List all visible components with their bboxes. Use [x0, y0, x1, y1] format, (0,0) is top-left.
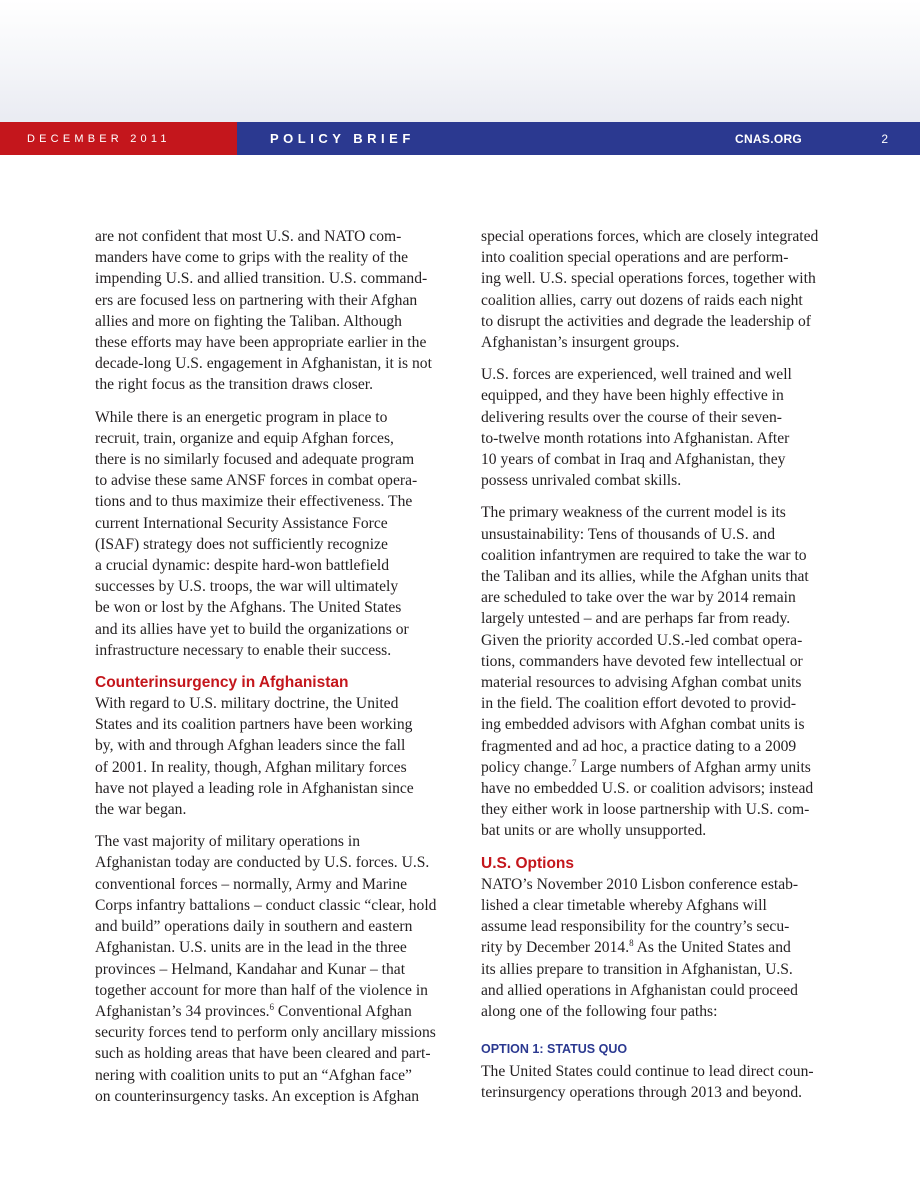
- text-line: together account for more than half of the violence in: [95, 981, 428, 999]
- paragraph: [95, 407, 443, 661]
- text-line: Afghanistan today are conducted by U.S. forces. U.S.: [95, 854, 430, 872]
- text-line: largely untested – and are perhaps far from ready.: [481, 610, 791, 628]
- text-line: coalition allies, carry out dozens of raids each night: [481, 291, 803, 309]
- footnote-marker: 7: [571, 757, 577, 768]
- text-line: policy change.$^7$ Large numbers of Afghan army units: [481, 757, 811, 776]
- text-line: tions, commanders have devoted few intellectual or: [481, 652, 803, 670]
- text-line: U.S. forces are experienced, well trained and well: [481, 366, 792, 384]
- page-top-background: [0, 0, 920, 122]
- text-line: of 2001. In reality, though, Afghan military forces: [95, 758, 407, 776]
- text-line: manders have come to grips with the reality of the: [95, 249, 409, 267]
- text-line: are not confident that most U.S. and NATO com-: [95, 228, 402, 245]
- text-line: Corps infantry battalions – conduct classic “clear, hold: [95, 896, 437, 914]
- text-line: allies and more on fighting the Taliban. Although: [95, 312, 402, 330]
- text-line: The primary weakness of the current model is its: [481, 504, 786, 522]
- text-line: recruit, train, organize and equip Afghan forces,: [95, 429, 394, 447]
- text-line: delivering results over the course of their seven-: [481, 408, 782, 426]
- paragraph: [481, 1061, 829, 1103]
- paragraph-lines: [95, 831, 443, 1001]
- text-line: unsustainability: Tens of thousands of U.S. and: [481, 525, 776, 543]
- section-heading-counterinsurgency: Counterinsurgency in Afghanistan: [95, 674, 349, 692]
- text-line: along one of the following four paths:: [481, 1002, 718, 1020]
- subheading-option-1: OPTION 1: STATUS QUO: [481, 1042, 628, 1057]
- footnote-marker: 6: [269, 1001, 275, 1012]
- text-line: assume lead responsibility for the country’s secu-: [481, 918, 790, 936]
- text-line: ers are focused less on partnering with their Afghan: [95, 291, 418, 309]
- text-line: have not played a leading role in Afghanistan since: [95, 779, 414, 797]
- text-line: Afghanistan’s 34 provinces.$^6$ Conventional Afghan: [95, 1001, 412, 1020]
- header-title: POLICY BRIEF: [270, 131, 415, 146]
- header-title-block: [237, 122, 920, 155]
- text-line: to-twelve month rotations into Afghanistan. After: [481, 429, 790, 447]
- text-line: security forces tend to perform only ancillary missions: [95, 1024, 436, 1042]
- header-date-block: [0, 122, 237, 155]
- text-line: there is no similarly focused and adequate program: [95, 451, 415, 469]
- text-line: NATO’s November 2010 Lisbon conference estab-: [481, 875, 799, 893]
- running-header: [0, 122, 920, 155]
- text-line: decade-long U.S. engagement in Afghanistan, it is not: [95, 355, 432, 373]
- paragraph: [481, 874, 829, 1022]
- text-line: 10 years of combat in Iraq and Afghanistan, they: [481, 451, 786, 469]
- text-line: a crucial dynamic: despite hard-won battlefield: [95, 557, 389, 575]
- text-line: equipped, and they have been highly effective in: [481, 387, 784, 405]
- text-line: the war began.: [95, 801, 187, 819]
- header-date: DECEMBER 2011: [27, 132, 171, 145]
- paragraph: [481, 364, 829, 491]
- text-line: into coalition special operations and are perform-: [481, 249, 789, 267]
- text-line: are scheduled to take over the war by 2014 remain: [481, 589, 796, 607]
- text-line: lished a clear timetable whereby Afghans will: [481, 896, 767, 914]
- left-column: [95, 226, 443, 1118]
- text-line: and build” operations daily in southern and eastern: [95, 918, 413, 936]
- footnote-marker: 8: [629, 938, 634, 949]
- section-heading-us-options: U.S. Options: [481, 854, 574, 872]
- paragraph-lines: [481, 874, 829, 938]
- text-line: States and its coalition partners have been working: [95, 716, 413, 734]
- text-line: the right focus as the transition draws closer.: [95, 376, 374, 394]
- text-line: such as holding areas that have been cleared and part-: [95, 1045, 431, 1063]
- text-line: special operations forces, which are closely integrated: [481, 228, 819, 245]
- paragraph: [95, 693, 443, 820]
- text-line: material resources to advising Afghan combat units: [481, 674, 802, 692]
- text-line: and allied operations in Afghanistan could proceed: [481, 981, 798, 999]
- text-line: (ISAF) strategy does not sufficiently recognize: [95, 535, 388, 553]
- paragraph-lines: [481, 778, 829, 842]
- text-line: to disrupt the activities and degrade the leadership of: [481, 312, 811, 330]
- text-line: conventional forces – normally, Army and Marine: [95, 875, 408, 893]
- header-site: CNAS.ORG: [735, 131, 803, 146]
- text-line: have no embedded U.S. or coalition advisors; instead: [481, 780, 814, 798]
- text-line: provinces – Helmand, Kandahar and Kunar – that: [95, 960, 406, 978]
- text-line: impending U.S. and allied transition. U.S. command-: [95, 270, 428, 288]
- text-line: ing well. U.S. special operations forces, together with: [481, 270, 816, 288]
- paragraph: [481, 226, 829, 353]
- text-line: these efforts may have been appropriate earlier in the: [95, 334, 427, 352]
- text-line: rity by December 2014.$^8$ As the United States and: [481, 938, 791, 957]
- paragraph: [95, 226, 443, 396]
- text-line: Afghanistan. U.S. units are in the lead in the three: [95, 939, 407, 957]
- text-line: terinsurgency operations through 2013 and beyond.: [481, 1084, 803, 1102]
- text-line: With regard to U.S. military doctrine, the United: [95, 695, 399, 713]
- text-line: bat units or are wholly unsupported.: [481, 822, 707, 840]
- text-line: fragmented and ad hoc, a practice dating to a 2009: [481, 737, 797, 755]
- text-line: the Taliban and its allies, while the Afghan units that: [481, 568, 809, 586]
- text-line: to advise these same ANSF forces in combat opera-: [95, 472, 418, 490]
- text-line: tions and to thus maximize their effectiveness. The: [95, 493, 413, 511]
- paragraph: [95, 831, 443, 1107]
- text-line: Given the priority accorded U.S.-led combat opera-: [481, 631, 803, 649]
- right-column: [481, 226, 829, 1115]
- text-line: current International Security Assistance Force: [95, 514, 388, 532]
- text-line: and its allies have yet to build the organizations or: [95, 620, 409, 638]
- page-number: 2: [881, 131, 888, 146]
- text-line: its allies prepare to transition in Afghanistan, U.S.: [481, 960, 793, 978]
- text-line: The vast majority of military operations in: [95, 833, 361, 851]
- paragraph-lines: [481, 502, 829, 756]
- text-line: The United States could continue to lead direct coun-: [481, 1063, 814, 1081]
- paragraph: [481, 502, 829, 841]
- text-line: nering with coalition units to put an “Afghan face”: [95, 1066, 412, 1084]
- text-line: on counterinsurgency tasks. An exception is Afghan: [95, 1087, 420, 1105]
- text-line: infrastructure necessary to enable their success.: [95, 641, 392, 659]
- text-line: possess unrivaled combat skills.: [481, 472, 682, 490]
- text-line: successes by U.S. troops, the war will ultimately: [95, 578, 399, 596]
- paragraph-lines: [481, 959, 829, 1023]
- text-line: by, with and through Afghan leaders since the fall: [95, 737, 406, 755]
- text-line: in the field. The coalition effort devoted to provid-: [481, 695, 797, 713]
- text-line: coalition infantrymen are required to take the war to: [481, 546, 807, 564]
- text-line: be won or lost by the Afghans. The United States: [95, 599, 402, 617]
- text-line: Afghanistan’s insurgent groups.: [481, 334, 680, 352]
- text-line: they either work in loose partnership with U.S. com-: [481, 801, 810, 819]
- text-line: While there is an energetic program in place to: [95, 408, 388, 426]
- paragraph-lines: [95, 1022, 443, 1107]
- text-line: ing embedded advisors with Afghan combat units is: [481, 716, 805, 734]
